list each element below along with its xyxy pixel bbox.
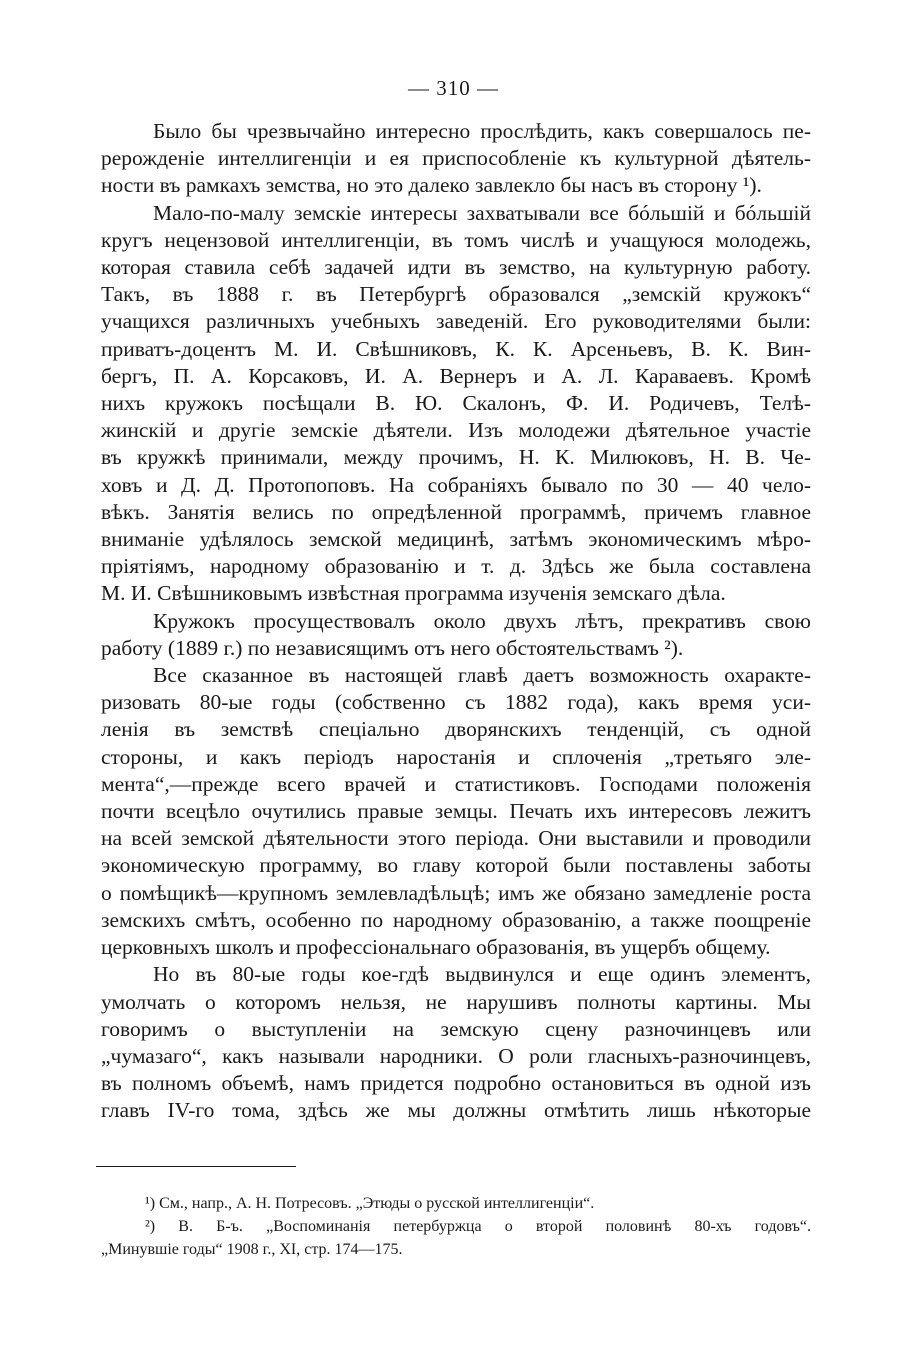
text-line: пріятіямъ, народному образованію и т. д. Здѣсь же была составлена <box>101 554 811 579</box>
paragraph <box>101 662 811 961</box>
text-line: умолчать о которомъ нельзя, не нарушивъ полноты картины. Мы <box>101 989 811 1014</box>
text-line: экономическую программу, во главу которой были поставлены заботы <box>101 853 811 878</box>
page-number: — 310 — <box>408 76 499 100</box>
text-line: о помѣщикѣ—крупномъ землевладѣльцѣ; имъ же обязано замедленіе роста <box>101 880 811 905</box>
footnote-2-continuation: „Минувшіе годы“ 1908 г., XI, стр. 174—175. <box>101 1241 403 1258</box>
text-line: почти всецѣло очутились правые земцы. Печать ихъ интересовъ лежитъ <box>101 799 811 824</box>
text-line: М. И. Свѣшниковымъ извѣстная программа изученія земскаго дѣла. <box>101 581 726 606</box>
text-line: ленія въ земствѣ спеціально дворянскихъ тенденцій, съ одной <box>101 717 811 742</box>
paragraph <box>101 118 811 200</box>
text-line: Кружокъ просуществовалъ около двухъ лѣтъ, прекративъ свою <box>153 608 811 633</box>
text-line: жинскій и другіе земскіе дѣятели. Изъ молодежи дѣятельное участіе <box>101 418 811 443</box>
text-line: въ полномъ объемѣ, намъ придется подробно остановиться въ одной изъ <box>101 1071 811 1096</box>
text-line: работу (1889 г.) по независящимъ отъ него обстоятельствамъ ²). <box>101 635 684 660</box>
text-line: Такъ, въ 1888 г. въ Петербургѣ образовался „земскій кружокъ“ <box>101 282 811 307</box>
text-line: Но въ 80-ые годы кое-гдѣ выдвинулся и еще одинъ элементъ, <box>153 962 811 987</box>
paragraph <box>101 200 811 608</box>
text-line: которая ставила себѣ задачей идти въ земство, на культурную работу. <box>101 255 811 280</box>
text-line: главъ IV-го тома, здѣсь же мы должны отмѣтить лишь нѣкоторые <box>101 1098 811 1123</box>
text-line: Все сказанное въ настоящей главѣ даетъ возможность охаракте- <box>153 663 811 688</box>
text-line: нихъ кружокъ посѣщали В. Ю. Скалонъ, Ф. И. Родичевъ, Телѣ- <box>101 391 811 416</box>
text-line: на всей земской дѣятельности этого періода. Они выставили и проводили <box>101 826 811 851</box>
text-line: Мало-по-малу земскіе интересы захватывали все бóльшій и бóльшій <box>153 200 811 225</box>
text-line: говоримъ о выступленіи на земскую сцену разночинцевъ или <box>101 1016 811 1041</box>
text-line: мента“,—прежде всего врачей и статистиковъ. Господами положенія <box>101 771 811 796</box>
footnote-2: ²) В. Б-ъ. „Воспоминанія петербуржца о второй половинѣ 80-хъ годовъ“. <box>145 1218 811 1235</box>
footnote-1: ¹) См., напр., А. Н. Потресовъ. „Этюды о русской интеллигенціи“. <box>145 1195 595 1212</box>
footnotes <box>101 1192 811 1261</box>
body-text <box>101 118 811 1125</box>
text-line: стороны, и какъ періодъ наростанія и сплоченія „третьяго эле- <box>101 744 811 769</box>
text-line: Было бы чрезвычайно интересно прослѣдить, какъ совершалось пе- <box>153 119 811 143</box>
text-line: приватъ-доцентъ М. И. Свѣшниковъ, К. К. Арсеньевъ, В. К. Вин- <box>101 336 811 361</box>
text-line: учащихся различныхъ учебныхъ заведеній. Его руководителями были: <box>101 309 811 334</box>
text-line: вниманіе удѣлялось земской медицинѣ, затѣмъ экономическимъ мѣро- <box>101 527 811 552</box>
text-line: ности въ рамкахъ земства, но это далеко завлекло бы насъ въ сторону ¹). <box>101 173 762 198</box>
text-line: церковныхъ школъ и профессіональнаго образованія, въ ущербъ общему. <box>101 935 771 960</box>
text-line: ховъ и Д. Д. Протопоповъ. На собраніяхъ бывало по 30 — 40 чело- <box>101 472 811 497</box>
text-line: рерожденіе интеллигенціи и ея приспособленіе къ культурной дѣятель- <box>101 146 811 171</box>
text-line: въ кружкѣ принимали, между прочимъ, Н. К. Милюковъ, Н. В. Че- <box>101 445 811 470</box>
text-line: бергъ, П. А. Корсаковъ, И. А. Вернеръ и А. Л. Караваевъ. Кромѣ <box>101 363 811 388</box>
footnote-divider <box>96 1166 296 1167</box>
text-line: „чумазаго“, какъ называли народники. О роли гласныхъ-разночинцевъ, <box>101 1043 811 1068</box>
text-line: ризовать 80-ые годы (собственно съ 1882 года), какъ время уси- <box>101 690 811 715</box>
text-line: вѣкъ. Занятія велись по опредѣленной программѣ, причемъ главное <box>101 499 811 524</box>
text-line: кругъ нецензовой интеллигенціи, въ томъ числѣ и учащуюся молодежь, <box>101 227 811 252</box>
paragraph <box>101 608 811 662</box>
text-line: земскихъ смѣтъ, особенно по народному образованію, а также поощреніе <box>101 907 811 932</box>
paragraph <box>101 961 811 1124</box>
